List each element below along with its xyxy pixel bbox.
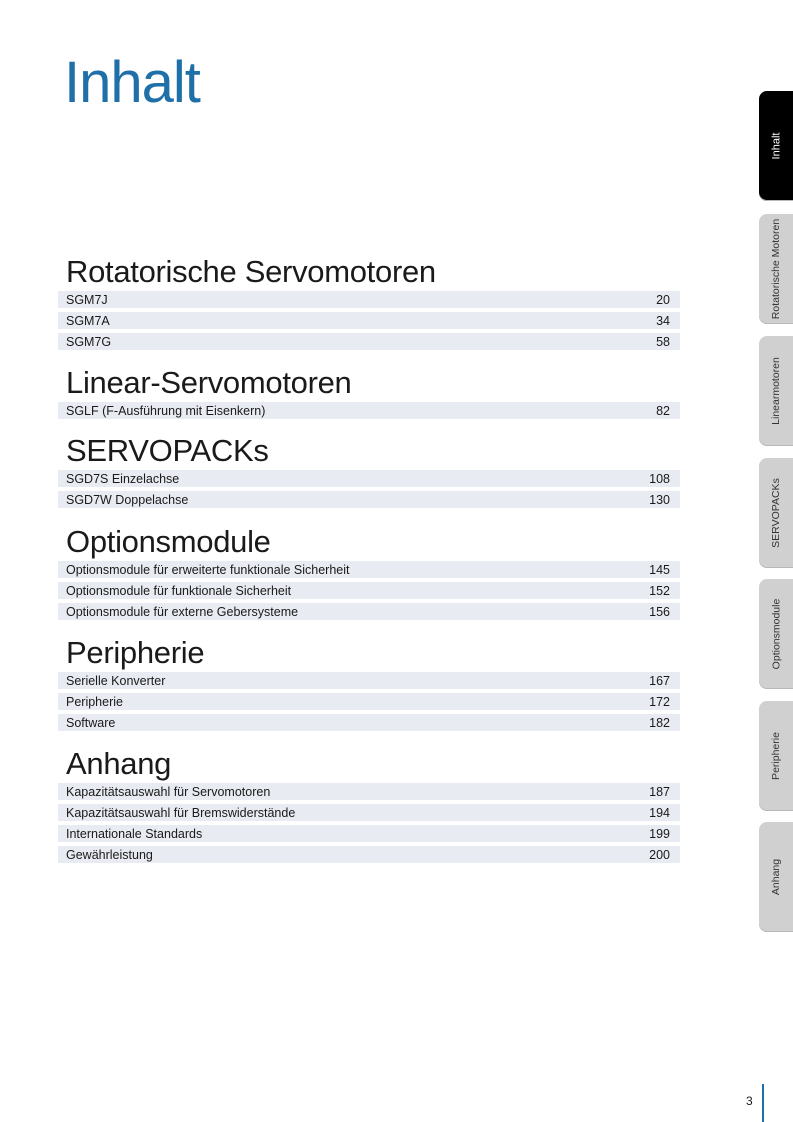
tab-peripherie[interactable] <box>759 701 793 811</box>
section-title: Linear-Servomotoren <box>66 365 352 400</box>
toc-entry[interactable] <box>58 693 680 710</box>
toc-entry[interactable] <box>58 333 680 350</box>
toc-entry[interactable] <box>58 291 680 308</box>
entry-page: 167 <box>649 673 670 688</box>
entry-label: Serielle Konverter <box>66 673 166 688</box>
entry-label: Gewährleistung <box>66 847 153 862</box>
chapter-tabs <box>759 0 793 1122</box>
entry-label: SGM7J <box>66 292 108 307</box>
entry-label: Internationale Standards <box>66 826 203 841</box>
section-title: Optionsmodule <box>66 524 271 559</box>
tab-servopacks[interactable] <box>759 458 793 568</box>
entry-label: Peripherie <box>66 694 123 709</box>
entry-page: 156 <box>649 604 670 619</box>
page-title: Inhalt <box>64 50 200 115</box>
tab-label: SERVOPACKs <box>770 478 783 548</box>
tab-label: Optionsmodule <box>770 598 782 670</box>
tab-label: Rotatorische Motoren <box>770 218 783 320</box>
tab-label: Linearmotoren <box>770 357 782 425</box>
toc-section-rotatorische-servomotoren <box>58 252 680 350</box>
tab-label: Peripherie <box>770 732 782 780</box>
toc-entry[interactable] <box>58 672 680 689</box>
toc-section-anhang <box>58 744 680 863</box>
entry-page: 152 <box>649 583 670 598</box>
entry-page: 200 <box>649 847 670 862</box>
entry-label: SGM7G <box>66 334 112 349</box>
page-number: 3 <box>746 1094 753 1108</box>
toc-section-optionsmodule <box>58 522 680 620</box>
entry-page: 182 <box>649 715 670 730</box>
tab-anhang[interactable] <box>759 822 793 932</box>
toc-entry[interactable] <box>58 783 680 800</box>
toc-entry[interactable] <box>58 491 680 508</box>
toc-section-peripherie <box>58 633 680 731</box>
toc-entry[interactable] <box>58 312 680 329</box>
entry-page: 108 <box>649 471 670 486</box>
page-number-rule <box>762 1084 764 1122</box>
toc-entry[interactable] <box>58 561 680 578</box>
entry-page: 145 <box>649 562 670 577</box>
tab-linearmotoren[interactable] <box>759 336 793 446</box>
entry-page: 34 <box>656 313 670 328</box>
toc-entry[interactable] <box>58 804 680 821</box>
entry-page: 194 <box>649 805 670 820</box>
tab-inhalt[interactable] <box>759 91 793 201</box>
toc-section-servopacks <box>58 431 680 508</box>
entry-page: 130 <box>649 492 670 507</box>
entry-label: Optionsmodule für erweiterte funktionale Sicherheit <box>66 562 350 577</box>
entry-label: SGLF (F-Ausführung mit Eisenkern) <box>66 403 266 418</box>
section-title: Rotatorische Servomotoren <box>66 254 436 289</box>
entry-page: 172 <box>649 694 670 709</box>
toc-entry[interactable] <box>58 714 680 731</box>
toc-entry[interactable] <box>58 582 680 599</box>
entry-page: 199 <box>649 826 670 841</box>
tab-rotatorische-motoren[interactable] <box>759 214 793 324</box>
toc-entry[interactable] <box>58 470 680 487</box>
entry-label: SGM7A <box>66 313 110 328</box>
section-title: Anhang <box>66 746 172 781</box>
toc-entry[interactable] <box>58 846 680 863</box>
entry-page: 58 <box>656 334 670 349</box>
entry-label: Kapazitätsauswahl für Servomotoren <box>66 784 271 799</box>
tab-label: Inhalt <box>769 132 782 160</box>
entry-label: SGD7S Einzelachse <box>66 471 180 486</box>
tab-label: Anhang <box>770 858 783 896</box>
entry-page: 20 <box>656 292 670 307</box>
entry-label: Software <box>66 715 116 730</box>
toc-entry[interactable] <box>58 825 680 842</box>
section-title: SERVOPACKs <box>66 433 269 468</box>
entry-page: 187 <box>649 784 670 799</box>
table-of-contents <box>58 252 680 867</box>
entry-label: Optionsmodule für funktionale Sicherheit <box>66 583 292 598</box>
toc-entry[interactable] <box>58 402 680 419</box>
toc-entry[interactable] <box>58 603 680 620</box>
tab-optionsmodule[interactable] <box>759 579 793 689</box>
entry-page: 82 <box>656 403 670 418</box>
entry-label: Kapazitätsauswahl für Bremswiderstände <box>66 805 296 820</box>
toc-section-linear-servomotoren <box>58 363 680 419</box>
entry-label: Optionsmodule für externe Gebersysteme <box>66 604 299 619</box>
entry-label: SGD7W Doppelachse <box>66 492 189 507</box>
section-title: Peripherie <box>66 635 205 670</box>
